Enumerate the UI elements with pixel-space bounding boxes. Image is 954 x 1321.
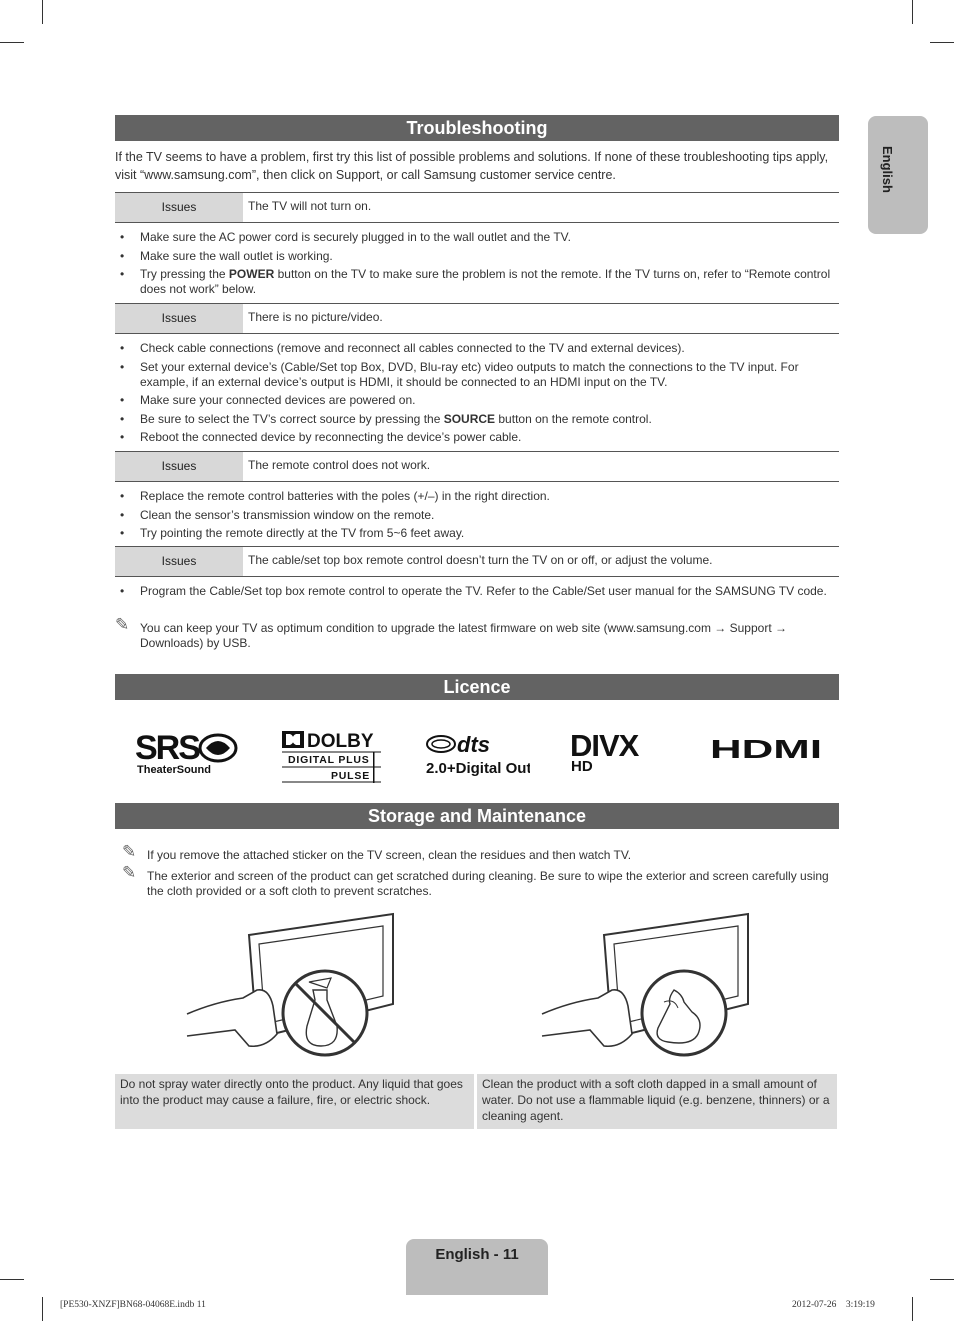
no-spray-illustration	[185, 910, 400, 1062]
crop-mark	[42, 0, 43, 24]
firmware-note-text: You can keep your TV as optimum condition to upgrade the latest firmware on web site (www.samsung.com → Support → Downloads) by USB.	[140, 621, 787, 650]
divx-hd-text: HD	[571, 758, 593, 773]
solution-item: • Make sure the AC power cord is securely plugged in to the wall outlet and the TV.	[115, 230, 839, 245]
soft-cloth-icon	[540, 910, 755, 1062]
crop-mark	[912, 1297, 913, 1321]
dts-logo	[425, 733, 530, 777]
issue-row	[115, 451, 839, 482]
crop-mark	[930, 1279, 954, 1280]
dts-disc-icon	[425, 733, 530, 777]
dts-text: dts	[457, 733, 490, 757]
issue-label: Issues	[115, 452, 243, 481]
pencil-note-icon: ✎	[115, 615, 130, 634]
source-keyword: SOURCE	[443, 411, 496, 426]
divx-text: DIVX	[570, 729, 639, 763]
issue-problem: There is no picture/video.	[248, 310, 383, 324]
solution-item: • Check cable connections (remove and reconnect all cables connected to the TV and external devices).	[115, 341, 839, 356]
language-side-tab[interactable]	[868, 116, 928, 234]
solution-item: • Set your external device’s (Cable/Set top Box, DVD, Blu-ray etc) video outputs to match the connections to the TV input. For example, if an external device’s output is HDMI, it should be connected to an HDMI input on the TV.	[115, 360, 839, 390]
solution-item: • Be sure to select the TV’s correct source by pressing the SOURCE button on the remote control.	[115, 412, 839, 427]
solution-list	[115, 584, 839, 603]
scratch-note-text: The exterior and screen of the product can get scratched during cleaning. Be sure to wipe the exterior and screen carefully using the cloth provided or a soft cloth to prevent scratches.	[147, 869, 829, 898]
storage-heading: Storage and Maintenance	[115, 803, 839, 829]
solution-item: • Try pointing the remote directly at the TV from 5~6 feet away.	[115, 526, 839, 541]
issue-problem: The TV will not turn on.	[248, 199, 372, 213]
dolby-digital-plus-text: DIGITAL PLUS	[288, 754, 370, 766]
issue-label: Issues	[115, 193, 243, 222]
scratch-note	[122, 863, 839, 898]
divx-icon	[570, 729, 674, 773]
crop-mark	[0, 42, 24, 43]
solution-item: • Program the Cable/Set top box remote control to operate the TV. Refer to the Cable/Set user manual for the SAMSUNG TV code.	[115, 584, 839, 599]
srs-logo	[134, 728, 244, 778]
srs-logo-text: SRS	[135, 729, 199, 767]
no-spray-caption: Do not spray water directly onto the product. Any liquid that goes into the product may cause a failure, fire, or electric shock.	[115, 1074, 474, 1129]
solution-list	[115, 230, 839, 301]
page-number-tab: English - 11	[406, 1239, 548, 1295]
divx-hd-logo	[570, 729, 674, 773]
sticker-note-text: If you remove the attached sticker on the TV screen, clean the residues and then watch TV.	[147, 848, 632, 862]
issue-row	[115, 303, 839, 334]
troubleshooting-heading: Troubleshooting	[115, 115, 839, 141]
hdmi-icon	[708, 736, 824, 762]
issue-row	[115, 192, 839, 223]
sticker-note	[122, 842, 839, 863]
srs-swirl-icon	[134, 728, 244, 778]
dolby-double-d-icon	[281, 729, 383, 783]
issue-row	[115, 546, 839, 577]
dolby-text: DOLBY	[307, 731, 374, 752]
soft-cloth-illustration	[540, 910, 755, 1062]
firmware-note	[115, 615, 839, 650]
hdmi-logo	[708, 736, 824, 762]
solution-item: • Replace the remote control batteries with the poles (+/–) in the right direction.	[115, 489, 839, 504]
solution-item: • Make sure your connected devices are powered on.	[115, 393, 839, 408]
srs-theatersound-text: TheaterSound	[137, 764, 211, 776]
dolby-logo	[281, 729, 383, 783]
footer-file-name: [PE530-XNZF]BN68-04068E.indb 11	[60, 1300, 206, 1310]
issue-label: Issues	[115, 304, 243, 333]
solution-item: • Make sure the wall outlet is working.	[115, 249, 839, 264]
crop-mark	[42, 1297, 43, 1321]
soft-cloth-caption: Clean the product with a soft cloth dapped in a small amount of water. Do not use a flammable liquid (e.g. benzene, thinners) or a cleaning agent.	[477, 1074, 837, 1129]
hdmi-text: HDMI	[710, 736, 822, 762]
crop-mark	[930, 42, 954, 43]
no-spray-water-icon	[185, 910, 400, 1062]
licence-heading: Licence	[115, 674, 839, 700]
dts-digital-out-text: 2.0+Digital Out	[426, 760, 530, 777]
solution-item: • Try pressing the POWER button on the TV to make sure the problem is not the remote. If the TV turns on, refer to “Remote control does not work” below.	[115, 267, 839, 297]
solution-list	[115, 341, 839, 449]
issue-problem: The cable/set top box remote control doesn’t turn the TV on or off, or adjust the volume.	[248, 553, 713, 567]
dolby-pulse-text: PULSE	[331, 770, 371, 782]
language-side-tab-label: English	[880, 146, 895, 193]
crop-mark	[0, 1279, 24, 1280]
issue-label: Issues	[115, 547, 243, 576]
issue-problem: The remote control does not work.	[248, 458, 431, 472]
pencil-note-icon: ✎	[122, 842, 137, 861]
solution-list	[115, 489, 839, 545]
troubleshooting-intro: If the TV seems to have a problem, first try this list of possible problems and solutions. If none of these troubleshooting tips apply, visit “www.samsung.com”, then click on Support, or call Samsung customer service centre.	[115, 150, 829, 182]
footer-timestamp: 2012-07-26 3:19:19	[792, 1300, 875, 1310]
crop-mark	[912, 0, 913, 24]
solution-item: • Clean the sensor’s transmission window on the remote.	[115, 508, 839, 523]
power-keyword: POWER	[228, 267, 275, 281]
solution-item: • Reboot the connected device by reconnecting the device’s power cable.	[115, 430, 839, 445]
pencil-note-icon: ✎	[122, 863, 137, 882]
